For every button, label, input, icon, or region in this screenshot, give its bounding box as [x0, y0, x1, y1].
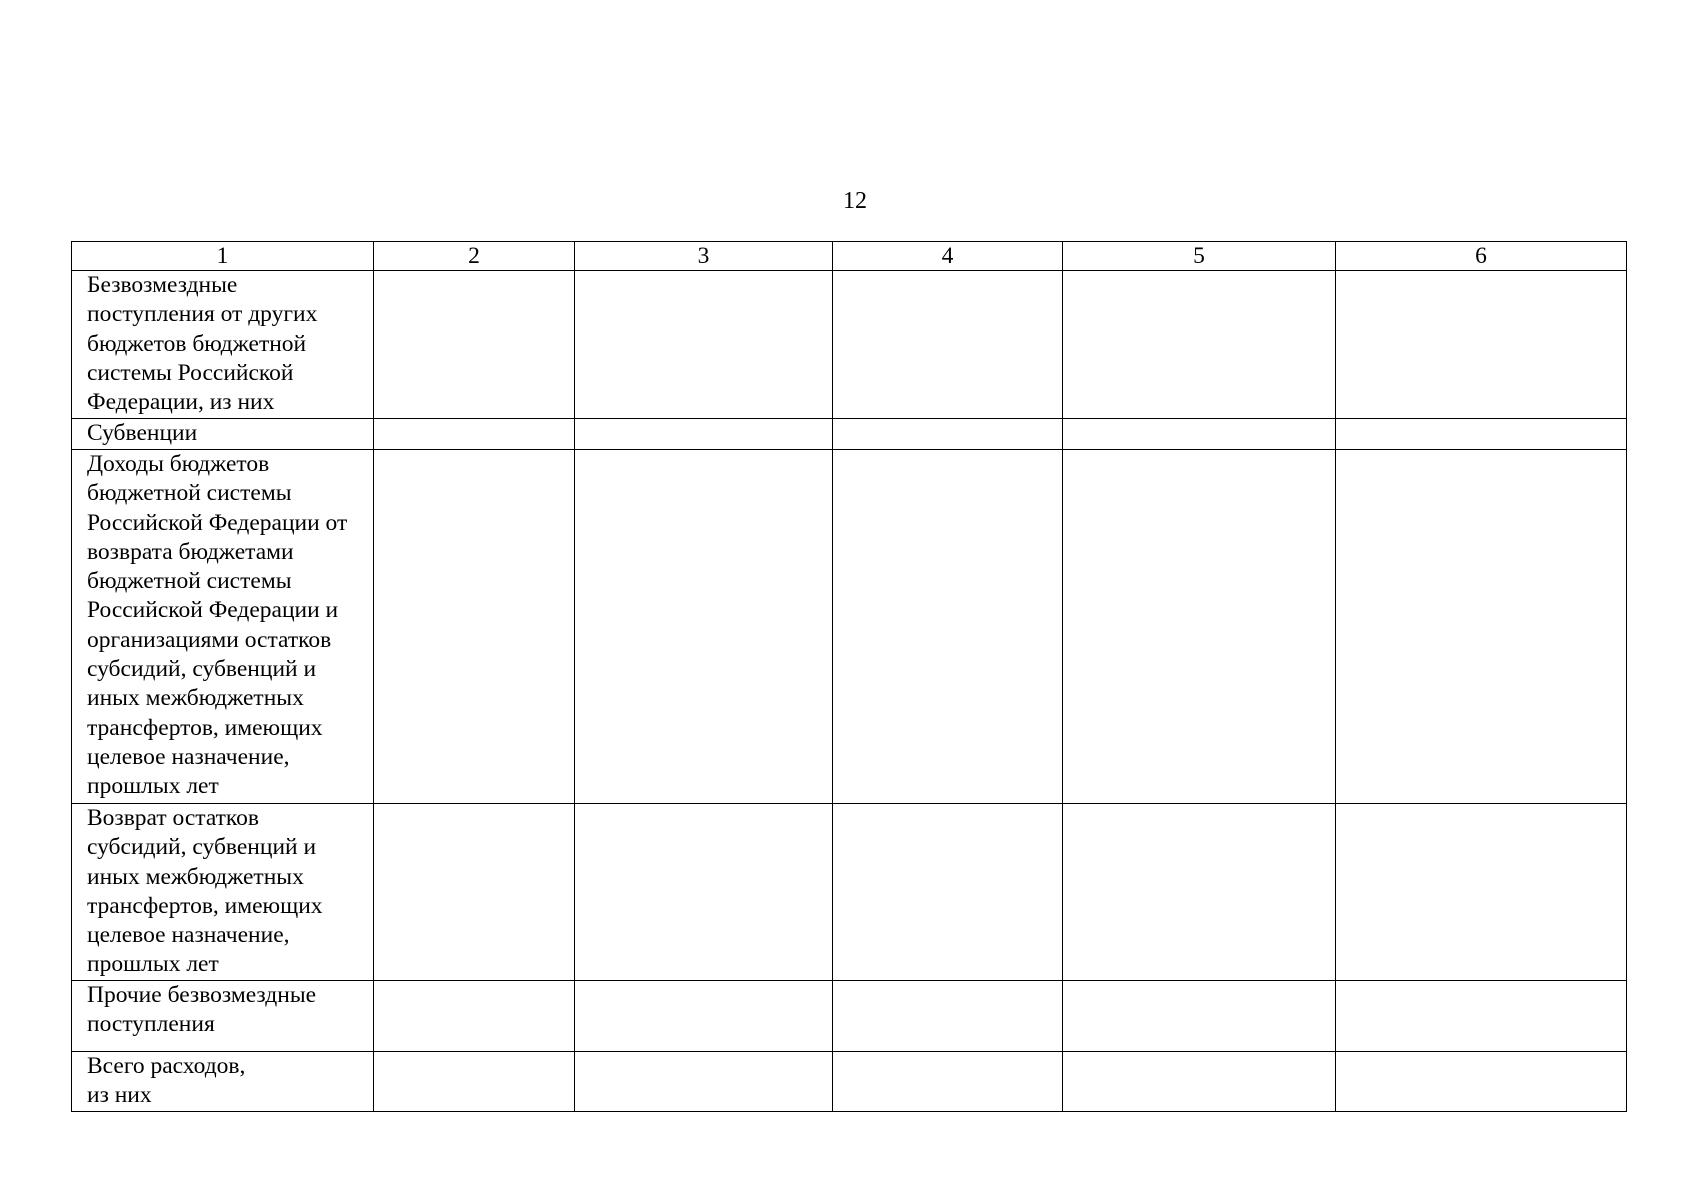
column-header-6: 6 — [1336, 242, 1627, 271]
row-label-text: Прочие безвозмездные поступления — [87, 982, 317, 1038]
table-row — [72, 804, 1627, 981]
table-cell — [1336, 1052, 1627, 1112]
budget-table — [71, 241, 1627, 1112]
table-cell — [1063, 419, 1336, 450]
table-cell — [833, 419, 1063, 450]
page-number: 12 — [843, 188, 867, 214]
column-header-1: 1 — [72, 242, 374, 271]
table-cell — [374, 981, 575, 1052]
table-row — [72, 450, 1627, 804]
table-row — [72, 1052, 1627, 1112]
column-header-3: 3 — [575, 242, 833, 271]
table-cell — [1336, 419, 1627, 450]
table-cell — [1063, 981, 1336, 1052]
table-cell — [374, 804, 575, 981]
table-cell — [1063, 271, 1336, 419]
row-label-text: Доходы бюджетов бюджетной системы Российской Федерации от возврата бюджетами бюджетной системы Российской Федерации и организациями остатков субсидий, субвенций и иных межбюджетных трансфертов, имеющих целевое назначение, прошлых лет — [87, 451, 348, 800]
table-cell — [833, 804, 1063, 981]
table-cell — [1063, 450, 1336, 804]
column-header-4: 4 — [833, 242, 1063, 271]
row-label — [72, 981, 374, 1052]
table-cell — [575, 804, 833, 981]
table-row — [72, 419, 1627, 450]
table-cell — [374, 1052, 575, 1112]
table-cell — [575, 419, 833, 450]
table-cell — [1063, 804, 1336, 981]
table-cell — [833, 271, 1063, 419]
table-cell — [575, 450, 833, 804]
table-row — [72, 271, 1627, 419]
table-cell — [833, 1052, 1063, 1112]
row-label — [72, 419, 374, 450]
table-cell — [1336, 450, 1627, 804]
table-cell — [1063, 1052, 1336, 1112]
row-label-text: Безвозмездные поступления от других бюджетов бюджетной системы Российской Федерации, из них — [87, 272, 318, 416]
table-cell — [1336, 271, 1627, 419]
row-label — [72, 450, 374, 804]
table-cell — [1336, 981, 1627, 1052]
row-label-text: Возврат остатков субсидий, субвенций и иных межбюджетных трансфертов, имеющих целевое назначение, прошлых лет — [87, 805, 323, 978]
row-label-text: Всего расходов, из них — [87, 1053, 246, 1109]
row-label — [72, 1052, 374, 1112]
table-cell — [833, 450, 1063, 804]
column-header-5: 5 — [1063, 242, 1336, 271]
row-label — [72, 804, 374, 981]
row-label-text: Субвенции — [87, 420, 198, 446]
table-cell — [1336, 804, 1627, 981]
table-row — [72, 981, 1627, 1052]
table-cell — [374, 419, 575, 450]
column-header-2: 2 — [374, 242, 575, 271]
table-cell — [575, 271, 833, 419]
row-label — [72, 271, 374, 419]
table-cell — [374, 271, 575, 419]
table-cell — [575, 981, 833, 1052]
table-cell — [833, 981, 1063, 1052]
column-number-row — [72, 242, 1627, 271]
table-cell — [575, 1052, 833, 1112]
table-cell — [374, 450, 575, 804]
